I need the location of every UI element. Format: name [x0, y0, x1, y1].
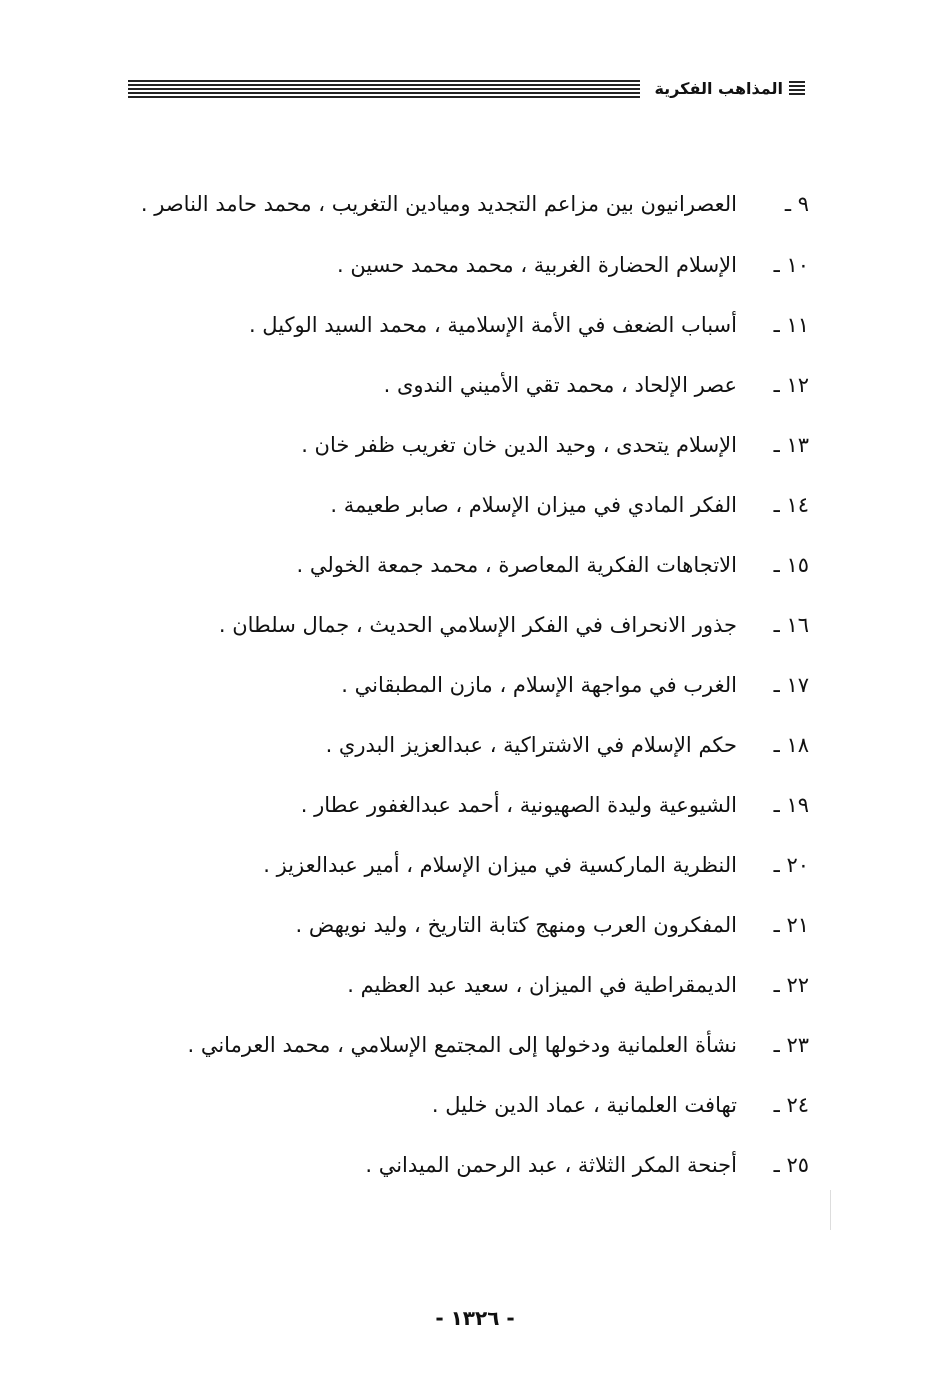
margin-mark: [830, 1190, 831, 1230]
list-item: [128, 960, 809, 1010]
item-number: ٢٣ ـ: [773, 1033, 809, 1057]
list-item: [128, 300, 809, 350]
item-text: جذور الانحراف في الفكر الإسلامي الحديث ، جمال سلطان .: [218, 613, 737, 637]
item-number: ١٣ ـ: [773, 433, 809, 457]
list-item: [128, 720, 809, 770]
item-text: أجنحة المكر الثلاثة ، عبد الرحمن الميداني .: [365, 1153, 737, 1177]
running-header: [128, 78, 805, 102]
list-item: [128, 900, 809, 950]
item-text: العصرانيون بين مزاعم التجديد وميادين التغريب ، محمد حامد الناصر .: [140, 192, 737, 216]
item-text: الإسلام يتحدى ، وحيد الدين خان تغريب ظفر خان .: [301, 433, 737, 457]
list-item: [128, 660, 809, 710]
item-number: ١٠ ـ: [773, 253, 809, 277]
item-text: الاتجاهات الفكرية المعاصرة ، محمد جمعة الخولي .: [296, 553, 737, 577]
item-number: ١٨ ـ: [773, 733, 809, 757]
header-title: المذاهب الفكرية: [654, 79, 783, 98]
item-text: النظرية الماركسية في ميزان الإسلام ، أمير عبدالعزيز .: [263, 853, 737, 877]
item-number: ٢٥ ـ: [773, 1153, 809, 1177]
item-number: ١٦ ـ: [773, 613, 809, 637]
item-number: ٩ ـ: [784, 192, 809, 216]
item-number: ١٢ ـ: [773, 373, 809, 397]
item-number: ١٤ ـ: [773, 493, 809, 517]
item-text: الغرب في مواجهة الإسلام ، مازن المطبقاني .: [341, 673, 737, 697]
item-text: الديمقراطية في الميزان ، سعيد عبد العظيم .: [347, 973, 737, 997]
item-text: نشأة العلمانية ودخولها إلى المجتمع الإسلامي ، محمد العرماني .: [187, 1033, 737, 1057]
list-item: [128, 360, 809, 410]
item-number: ١٥ ـ: [773, 553, 809, 577]
list-item: [128, 240, 809, 290]
page-number: - ١٣٢٦ -: [435, 1306, 515, 1330]
item-number: ٢٢ ـ: [773, 973, 809, 997]
item-text: الإسلام الحضارة الغربية ، محمد محمد حسين .: [336, 253, 737, 277]
item-text: حكم الإسلام في الاشتراكية ، عبدالعزيز البدري .: [325, 733, 737, 757]
list-item: [128, 1020, 809, 1070]
list-item: [128, 420, 809, 470]
list-item: [128, 780, 809, 830]
item-number: ٢٤ ـ: [773, 1093, 809, 1117]
bibliography-list: [128, 178, 809, 1190]
item-number: ٢٠ ـ: [773, 853, 809, 877]
item-text: الفكر المادي في ميزان الإسلام ، صابر طعيمة .: [330, 493, 737, 517]
header-rule-lines: [128, 80, 640, 100]
item-text: عصر الإلحاد ، محمد تقي الأميني الندوى .: [383, 373, 737, 397]
header-ornament-icon: [789, 81, 805, 97]
item-text: المفكرون العرب ومنهج كتابة التاريخ ، وليد نويهض .: [295, 913, 737, 937]
list-item: [128, 1140, 809, 1190]
item-text: الشيوعية وليدة الصهيونية ، أحمد عبدالغفور عطار .: [300, 793, 737, 817]
list-item: [128, 540, 809, 590]
item-number: ١٩ ـ: [773, 793, 809, 817]
list-item: [128, 178, 809, 230]
list-item: [128, 1080, 809, 1130]
item-number: ١٧ ـ: [773, 673, 809, 697]
list-item: [128, 840, 809, 890]
item-text: تهافت العلمانية ، عماد الدين خليل .: [431, 1093, 737, 1117]
item-number: ٢١ ـ: [773, 913, 809, 937]
list-item: [128, 600, 809, 650]
item-text: أسباب الضعف في الأمة الإسلامية ، محمد السيد الوكيل .: [248, 313, 737, 337]
list-item: [128, 480, 809, 530]
item-number: ١١ ـ: [773, 313, 809, 337]
